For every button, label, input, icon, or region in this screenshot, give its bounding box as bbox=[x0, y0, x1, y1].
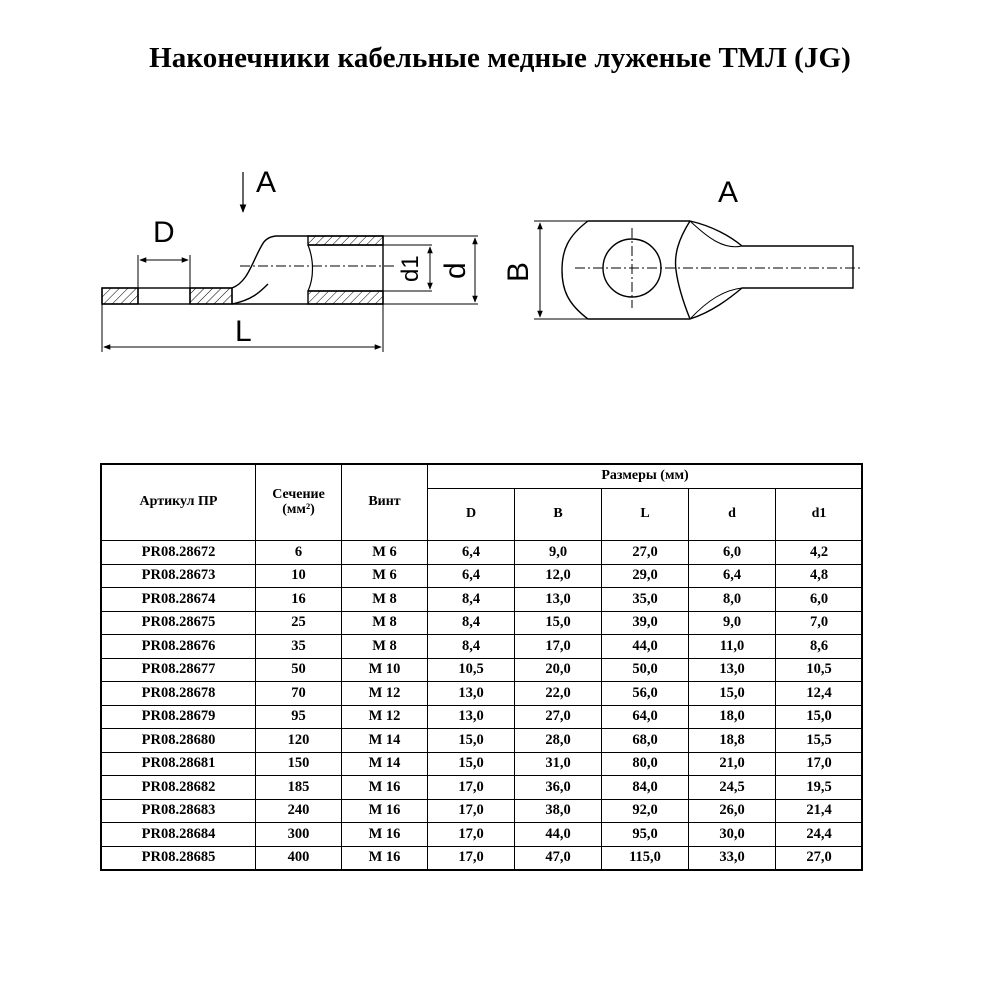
cell-D: 8,4 bbox=[428, 635, 515, 659]
cell-article: PR08.28676 bbox=[102, 635, 256, 659]
table-row bbox=[102, 588, 863, 612]
cell-B: 44,0 bbox=[515, 823, 602, 847]
cell-d: 6,0 bbox=[689, 541, 776, 565]
cell-section: 10 bbox=[256, 564, 342, 588]
cell-B: 17,0 bbox=[515, 635, 602, 659]
cell-section: 150 bbox=[256, 752, 342, 776]
table-row bbox=[102, 564, 863, 588]
cell-article: PR08.28685 bbox=[102, 846, 256, 870]
cell-d: 18,0 bbox=[689, 705, 776, 729]
cell-L: 44,0 bbox=[602, 635, 689, 659]
cell-screw: M 16 bbox=[342, 846, 428, 870]
cell-B: 27,0 bbox=[515, 705, 602, 729]
cell-screw: M 14 bbox=[342, 752, 428, 776]
cell-d: 6,4 bbox=[689, 564, 776, 588]
cell-L: 92,0 bbox=[602, 799, 689, 823]
cell-screw: M 12 bbox=[342, 682, 428, 706]
table-row bbox=[102, 682, 863, 706]
cell-d: 11,0 bbox=[689, 635, 776, 659]
cell-L: 29,0 bbox=[602, 564, 689, 588]
cell-article: PR08.28684 bbox=[102, 823, 256, 847]
cell-d1: 17,0 bbox=[776, 752, 863, 776]
cell-article: PR08.28673 bbox=[102, 564, 256, 588]
cell-d1: 7,0 bbox=[776, 611, 863, 635]
table-row bbox=[102, 611, 863, 635]
cell-screw: M 16 bbox=[342, 799, 428, 823]
cell-d: 21,0 bbox=[689, 752, 776, 776]
cell-B: 15,0 bbox=[515, 611, 602, 635]
dim-label-d1: d1 bbox=[397, 255, 424, 282]
cell-B: 13,0 bbox=[515, 588, 602, 612]
cell-article: PR08.28672 bbox=[102, 541, 256, 565]
cell-L: 64,0 bbox=[602, 705, 689, 729]
table-row bbox=[102, 658, 863, 682]
cell-B: 12,0 bbox=[515, 564, 602, 588]
cell-section: 300 bbox=[256, 823, 342, 847]
table-row bbox=[102, 705, 863, 729]
cell-d1: 4,2 bbox=[776, 541, 863, 565]
cell-d: 26,0 bbox=[689, 799, 776, 823]
cell-B: 22,0 bbox=[515, 682, 602, 706]
cell-D: 6,4 bbox=[428, 564, 515, 588]
cell-d: 30,0 bbox=[689, 823, 776, 847]
cell-B: 9,0 bbox=[515, 541, 602, 565]
cell-section: 120 bbox=[256, 729, 342, 753]
cell-article: PR08.28675 bbox=[102, 611, 256, 635]
cell-L: 56,0 bbox=[602, 682, 689, 706]
cell-article: PR08.28682 bbox=[102, 776, 256, 800]
technical-drawing bbox=[0, 0, 1000, 460]
cell-D: 8,4 bbox=[428, 588, 515, 612]
cell-article: PR08.28678 bbox=[102, 682, 256, 706]
cell-section: 70 bbox=[256, 682, 342, 706]
cell-D: 13,0 bbox=[428, 705, 515, 729]
dim-label-L: L bbox=[235, 315, 252, 348]
table-row bbox=[102, 752, 863, 776]
cell-screw: M 6 bbox=[342, 541, 428, 565]
header-dimensions: Размеры (мм) bbox=[428, 465, 863, 489]
cell-screw: M 8 bbox=[342, 635, 428, 659]
cell-d: 8,0 bbox=[689, 588, 776, 612]
table-row bbox=[102, 823, 863, 847]
dim-label-B: B bbox=[502, 261, 535, 282]
cell-d1: 4,8 bbox=[776, 564, 863, 588]
cell-d: 18,8 bbox=[689, 729, 776, 753]
cell-section: 16 bbox=[256, 588, 342, 612]
cell-L: 80,0 bbox=[602, 752, 689, 776]
cell-B: 20,0 bbox=[515, 658, 602, 682]
cell-L: 95,0 bbox=[602, 823, 689, 847]
cell-L: 27,0 bbox=[602, 541, 689, 565]
header-d1: d1 bbox=[776, 489, 863, 541]
table-row bbox=[102, 729, 863, 753]
cell-L: 84,0 bbox=[602, 776, 689, 800]
cell-D: 8,4 bbox=[428, 611, 515, 635]
cell-d1: 19,5 bbox=[776, 776, 863, 800]
table-row bbox=[102, 541, 863, 565]
cell-section: 400 bbox=[256, 846, 342, 870]
cell-d1: 15,5 bbox=[776, 729, 863, 753]
cell-screw: M 8 bbox=[342, 588, 428, 612]
cell-article: PR08.28680 bbox=[102, 729, 256, 753]
cell-article: PR08.28674 bbox=[102, 588, 256, 612]
cell-B: 36,0 bbox=[515, 776, 602, 800]
table-row bbox=[102, 635, 863, 659]
cell-article: PR08.28681 bbox=[102, 752, 256, 776]
cell-L: 68,0 bbox=[602, 729, 689, 753]
cell-D: 15,0 bbox=[428, 752, 515, 776]
cell-D: 17,0 bbox=[428, 823, 515, 847]
cell-article: PR08.28679 bbox=[102, 705, 256, 729]
header-B: B bbox=[515, 489, 602, 541]
table-row bbox=[102, 846, 863, 870]
cell-B: 47,0 bbox=[515, 846, 602, 870]
cell-d1: 6,0 bbox=[776, 588, 863, 612]
cell-d1: 21,4 bbox=[776, 799, 863, 823]
cell-article: PR08.28683 bbox=[102, 799, 256, 823]
cell-screw: M 10 bbox=[342, 658, 428, 682]
cell-B: 38,0 bbox=[515, 799, 602, 823]
cell-d1: 24,4 bbox=[776, 823, 863, 847]
cell-D: 6,4 bbox=[428, 541, 515, 565]
cell-screw: M 6 bbox=[342, 564, 428, 588]
view-A-label: A bbox=[718, 176, 739, 209]
dim-label-D: D bbox=[153, 216, 175, 249]
cell-L: 115,0 bbox=[602, 846, 689, 870]
cell-d1: 10,5 bbox=[776, 658, 863, 682]
cell-d: 9,0 bbox=[689, 611, 776, 635]
header-article: Артикул ПР bbox=[102, 465, 256, 541]
cell-section: 185 bbox=[256, 776, 342, 800]
cell-d: 24,5 bbox=[689, 776, 776, 800]
table-row bbox=[102, 799, 863, 823]
cell-d1: 15,0 bbox=[776, 705, 863, 729]
cell-D: 13,0 bbox=[428, 682, 515, 706]
cell-screw: M 8 bbox=[342, 611, 428, 635]
cell-L: 39,0 bbox=[602, 611, 689, 635]
cell-section: 95 bbox=[256, 705, 342, 729]
header-D: D bbox=[428, 489, 515, 541]
cell-screw: M 16 bbox=[342, 823, 428, 847]
cell-screw: M 12 bbox=[342, 705, 428, 729]
cell-L: 50,0 bbox=[602, 658, 689, 682]
cell-D: 17,0 bbox=[428, 846, 515, 870]
cell-d1: 27,0 bbox=[776, 846, 863, 870]
cell-section: 240 bbox=[256, 799, 342, 823]
cell-article: PR08.28677 bbox=[102, 658, 256, 682]
cell-screw: M 16 bbox=[342, 776, 428, 800]
cell-D: 17,0 bbox=[428, 799, 515, 823]
view-arrow-label: A bbox=[256, 166, 277, 199]
cell-d: 15,0 bbox=[689, 682, 776, 706]
table-row bbox=[102, 776, 863, 800]
cell-section: 35 bbox=[256, 635, 342, 659]
header-L: L bbox=[602, 489, 689, 541]
cell-screw: M 14 bbox=[342, 729, 428, 753]
dim-label-d: d bbox=[439, 262, 472, 279]
cell-section: 50 bbox=[256, 658, 342, 682]
cell-D: 17,0 bbox=[428, 776, 515, 800]
cell-B: 28,0 bbox=[515, 729, 602, 753]
cell-d1: 12,4 bbox=[776, 682, 863, 706]
cell-D: 10,5 bbox=[428, 658, 515, 682]
cell-D: 15,0 bbox=[428, 729, 515, 753]
cell-d1: 8,6 bbox=[776, 635, 863, 659]
cell-section: 6 bbox=[256, 541, 342, 565]
cell-section: 25 bbox=[256, 611, 342, 635]
table-body bbox=[102, 541, 863, 870]
cell-d: 33,0 bbox=[689, 846, 776, 870]
page-title: Наконечники кабельные медные луженые ТМЛ (JG) bbox=[149, 42, 851, 74]
cell-B: 31,0 bbox=[515, 752, 602, 776]
cell-L: 35,0 bbox=[602, 588, 689, 612]
spec-table bbox=[101, 464, 863, 870]
cell-d: 13,0 bbox=[689, 658, 776, 682]
header-d: d bbox=[689, 489, 776, 541]
plan-view bbox=[534, 221, 860, 319]
header-section: Сечение (мм²) bbox=[256, 465, 342, 541]
header-screw: Винт bbox=[342, 465, 428, 541]
